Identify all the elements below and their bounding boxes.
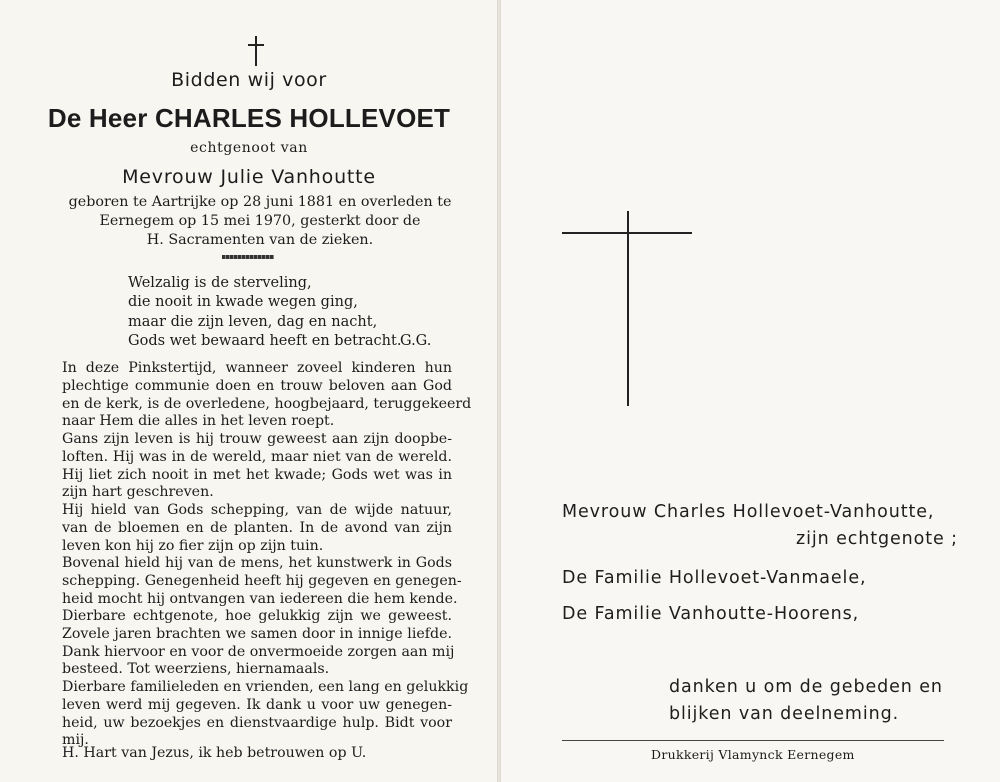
thanks-line: blijken van deelneming. [669, 704, 900, 724]
paragraph-line: van de bloemen en de planten. In de avond van zijn [62, 519, 452, 536]
poem-signature: G.G. [400, 333, 432, 349]
paragraph-line: zijn hart geschreven. [62, 484, 214, 501]
bio-line: geboren te Aartrijke op 28 juni 1881 en overleden te [68, 194, 452, 210]
poem [128, 274, 401, 351]
thanks-line: danken u om de gebeden en [669, 677, 943, 697]
poem-line: die nooit in kwade wegen ging, [128, 294, 358, 311]
paragraph-line: schepping. Genegenheid heeft hij gegeven en genegen- [62, 572, 462, 589]
paragraph-line: mij. [62, 732, 89, 749]
right-page [500, 0, 1000, 782]
bio-line: H. Sacramenten van de zieken. [146, 232, 374, 248]
paragraph-line: Zovele jaren brachten we samen door in innige liefde. [62, 625, 452, 642]
printer-credit: Drukkerij Vlamynck Eernegem [651, 747, 855, 762]
ack-widow: Mevrouw Charles Hollevoet-Vanhoutte, [562, 502, 935, 522]
paragraph-line: heid, uw bezoekjes en dienstvaardige hulp. Bidt voor [62, 714, 452, 731]
paragraph-line: Dank hiervoor en voor de onvermoeide zorgen aan mij [62, 643, 455, 660]
ack-widow-role: zijn echtgenote ; [796, 529, 958, 549]
spouse-name: Mevrouw Julie Vanhoutte [122, 166, 376, 188]
ack-family-1: De Familie Hollevoet-Vanmaele, [562, 568, 867, 588]
spouse-intro: echtgenoot van [190, 140, 308, 156]
paragraph [62, 608, 455, 679]
paragraph-line: Bovenal hield hij van de mens, het kunstwerk in Gods [62, 555, 452, 571]
paragraph-line: Hij liet zich nooit in met het kwade; Gods wet was in [62, 466, 452, 483]
paragraph-line: besteed. Tot weerziens, hiernamaals. [62, 661, 330, 678]
ornament-divider [222, 255, 274, 259]
paragraph [62, 431, 452, 502]
paragraph-line: leven kon hij zo fier zijn op zijn tuin. [62, 537, 324, 554]
paragraph-line: naar Hem die alles in het leven roept. [62, 413, 335, 430]
paragraph-line: loften. Hij was in de wereld, maar niet van de wereld. [62, 448, 452, 465]
paragraph [62, 502, 452, 555]
paragraph [62, 745, 452, 763]
ack-family-2: De Familie Vanhoutte-Hoorens, [562, 604, 860, 624]
poem-line: Welzalig is de sterveling, [128, 275, 312, 291]
paragraph-line: In deze Pinkstertijd, wanneer zoveel kinderen hun [62, 360, 452, 376]
paragraph-line: en de kerk, is de overledene, hoogbejaard, teruggekeerd [62, 395, 472, 412]
paragraph-line: Dierbare echtgenote, hoe gelukkig zijn we geweest. [62, 608, 452, 624]
paragraph-line: Gans zijn leven is hij trouw geweest aan zijn doopbe- [62, 431, 452, 447]
heading: Bidden wij voor [171, 69, 327, 91]
poem-line: Gods wet bewaard heeft en betracht. [128, 332, 402, 349]
bio-line: Eernegem op 15 mei 1970, gesterkt door de [99, 213, 421, 229]
paragraph [62, 360, 472, 431]
deceased-name: De Heer CHARLES HOLLEVOET [47, 103, 451, 133]
small-cross-icon [246, 36, 266, 66]
paragraph-line: Dierbare familieleden en vrienden, een lang en gelukkig [62, 679, 469, 695]
paragraph-line: plechtige communie doen en trouw beloven aan God [62, 377, 452, 394]
poem-line: maar die zijn leven, dag en nacht, [128, 313, 378, 330]
paragraph-line: leven werd mij gegeven. Ik dank u voor uw genegen- [62, 696, 452, 713]
paragraph-line: heid mocht hij ontvangen van iedereen die hem kende. [62, 590, 458, 607]
paragraph-line: Hij hield van Gods schepping, van de wijde natuur, [62, 502, 452, 518]
paragraph [62, 679, 469, 750]
biography [60, 193, 460, 250]
paragraph [62, 555, 462, 608]
paragraph-line: H. Hart van Jezus, ik heb betrouwen op U. [62, 745, 367, 761]
divider-rule [562, 740, 944, 741]
